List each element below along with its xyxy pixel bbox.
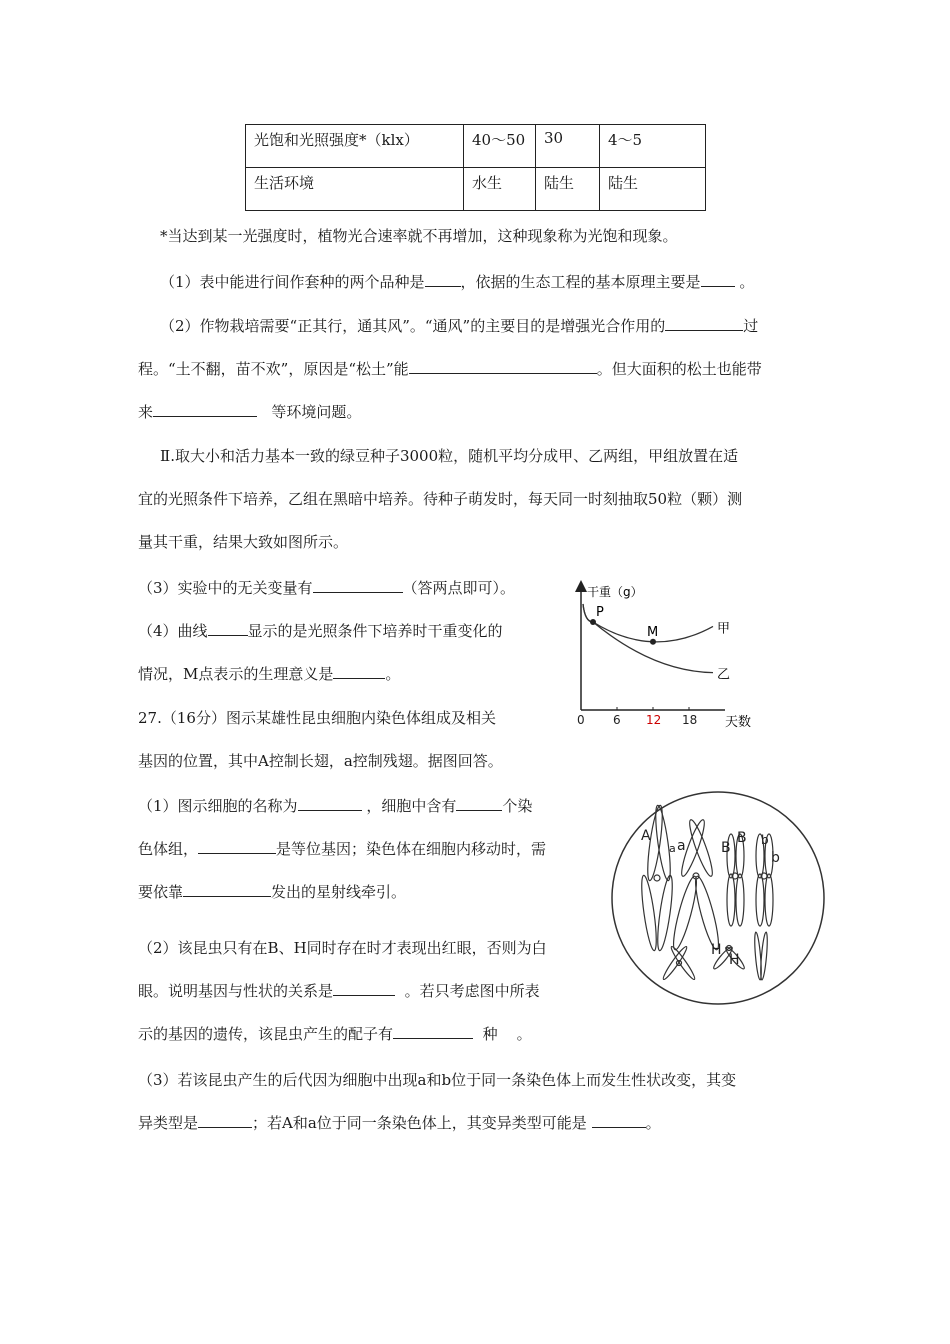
answer-blank[interactable] <box>198 1113 252 1128</box>
q27-text: ，细胞中含有 <box>366 797 457 815</box>
q2-text: 过 <box>743 317 759 335</box>
question-2-line-1 <box>160 315 758 336</box>
answer-blank[interactable] <box>183 882 271 897</box>
q1-text-b: ，依据的生态工程的基本原理主要是 <box>460 273 701 291</box>
x-tick-label: 18 <box>682 713 698 727</box>
q27-sub1-line-3 <box>138 881 406 902</box>
q27-text: 。若只考虑图中所表 <box>404 982 540 1000</box>
dry-weight-chart <box>565 580 752 730</box>
q27-text: 眼。说明基因与性状的关系是 <box>138 982 334 1000</box>
table-cell: 光饱和光照强度*（klx） <box>246 125 464 168</box>
answer-blank[interactable] <box>208 621 248 636</box>
table-cell: 水生 <box>464 168 536 211</box>
question-27-line-1: 27.（16分）图示某雄性昆虫细胞内染色体组成及相关 <box>138 709 496 727</box>
answer-blank[interactable] <box>333 664 385 679</box>
chromosome-group <box>639 805 773 981</box>
gene-label: H <box>729 952 740 968</box>
answer-blank[interactable] <box>592 1113 646 1128</box>
table-row <box>246 125 706 168</box>
gene-label: B <box>737 830 747 846</box>
part2-line-3: 量其干重，结果大致如图所示。 <box>138 533 349 551</box>
x-axis-label: 天数 <box>725 715 752 730</box>
q27-text: 种 <box>482 1025 498 1043</box>
q27-text: 异类型是 <box>138 1114 199 1132</box>
y-axis-label: 干重（g） <box>587 585 643 599</box>
q2-text: 来 <box>138 403 154 421</box>
table-row <box>246 168 706 211</box>
gene-label: a <box>677 838 686 854</box>
chromosome <box>753 932 768 980</box>
q27-sub2-line-2 <box>138 980 540 1001</box>
chromosome <box>756 834 773 926</box>
answer-blank[interactable] <box>701 272 735 287</box>
part2-line-2: 宜的光照条件下培养，乙组在黑暗中培养。待种子萌发时，每天同一时刻抽取50粒（颗）测 <box>138 490 743 508</box>
q27-text: 示的基因的遗传，该昆虫产生的配子有 <box>138 1025 394 1043</box>
answer-blank[interactable] <box>425 272 461 287</box>
answer-blank[interactable] <box>153 402 257 417</box>
q4-text: 。 <box>385 665 401 683</box>
answer-blank[interactable] <box>409 359 597 374</box>
table-cell: 40～50 <box>464 125 536 168</box>
answer-blank[interactable] <box>665 316 743 331</box>
gene-label: A <box>641 828 651 844</box>
x-tick-label: 0 <box>577 713 585 727</box>
q27-sub2-line-3 <box>138 1023 532 1044</box>
q2-text: 程。“土不翻，苗不欢”，原因是“松土”能 <box>138 360 409 378</box>
series-label: 乙 <box>717 667 731 683</box>
q4-text: 显示的是光照条件下培养时干重变化的 <box>247 622 503 640</box>
question-2-line-2 <box>138 358 762 379</box>
point-label: P <box>596 605 604 620</box>
q1-text-a: （1）表中能进行间作套种的两个品种是 <box>160 273 425 291</box>
point-label: M <box>647 624 659 640</box>
q2-text: 。但大面积的松土也能带 <box>596 360 762 378</box>
q3-text: （答两点即可）。 <box>402 579 516 597</box>
q27-text: 色体组， <box>138 840 199 858</box>
question-27-line-2: 基因的位置，其中A控制长翅，a控制残翅。据图回答。 <box>138 752 503 770</box>
q4-text: 情况，M点表示的生理意义是 <box>138 665 334 683</box>
x-tick-label: 6 <box>613 713 621 727</box>
table-cell: 陆生 <box>600 168 706 211</box>
question-1 <box>160 271 754 292</box>
q27-text: 要依靠 <box>138 883 184 901</box>
answer-blank[interactable] <box>456 796 502 811</box>
answer-blank[interactable] <box>313 578 403 593</box>
answer-blank[interactable] <box>298 796 362 811</box>
chromosome <box>639 805 675 952</box>
q4-text: （4）曲线 <box>138 622 208 640</box>
data-table <box>245 124 706 211</box>
q27-sub1-line-1 <box>138 795 532 816</box>
q27-text: 。 <box>516 1025 532 1043</box>
table-cell: 4～5 <box>600 125 706 168</box>
chromosome <box>661 945 697 981</box>
question-4-line-2 <box>138 663 400 684</box>
q27-sub3-line-1: （3）若该昆虫产生的后代因为细胞中出现a和b位于同一条染色体上而发生性状改变，其变 <box>138 1071 737 1089</box>
answer-blank[interactable] <box>393 1024 473 1039</box>
gene-label: H <box>711 942 722 958</box>
x-tick-label: 12 <box>646 713 662 727</box>
table-cell: 陆生 <box>536 168 600 211</box>
cell-membrane <box>612 792 824 1004</box>
q1-text-c: 。 <box>739 273 755 291</box>
question-2-line-3 <box>138 401 361 422</box>
q27-text: （1）图示细胞的名称为 <box>138 797 298 815</box>
q27-sub2-line-1: （2）该昆虫只有在B、H同时存在时才表现出红眼，否则为白 <box>138 939 547 957</box>
series-label: 甲 <box>717 621 731 637</box>
q27-text: 发出的星射线牵引。 <box>271 883 407 901</box>
question-3 <box>138 577 515 598</box>
gene-label: b <box>761 833 769 847</box>
q3-text: （3）实验中的无关变量有 <box>138 579 313 597</box>
table-cell: 生活环境 <box>246 168 464 211</box>
gene-label: B <box>721 840 731 856</box>
answer-blank[interactable] <box>198 839 276 854</box>
table-cell: 30 <box>536 125 600 168</box>
cell-chromosome-diagram <box>603 788 833 1008</box>
q27-text: 是等位基因；染色体在细胞内移动时，需 <box>276 840 547 858</box>
q2-text: 等环境问题。 <box>271 403 362 421</box>
gene-label: a <box>669 842 676 855</box>
q27-text: 个染 <box>502 797 533 815</box>
gene-label: b <box>771 850 780 866</box>
q27-sub3-line-2 <box>138 1112 661 1133</box>
q27-sub1-line-2 <box>138 838 546 859</box>
table-note: *当达到某一光强度时，植物光合速率就不再增加，这种现象称为光饱和现象。 <box>160 227 678 245</box>
q27-text: 。 <box>645 1114 661 1132</box>
part2-line-1: Ⅱ.取大小和活力基本一致的绿豆种子3000粒，随机平均分成甲、乙两组，甲组放置在适 <box>160 447 739 465</box>
q2-text: （2）作物栽培需要“正其行，通其风”。“通风”的主要目的是增强光合作用的 <box>160 317 666 335</box>
answer-blank[interactable] <box>333 981 395 996</box>
question-4-line-1 <box>138 620 503 641</box>
q27-text: ；若A和a位于同一条染色体上，其变异类型可能是 <box>252 1114 587 1132</box>
